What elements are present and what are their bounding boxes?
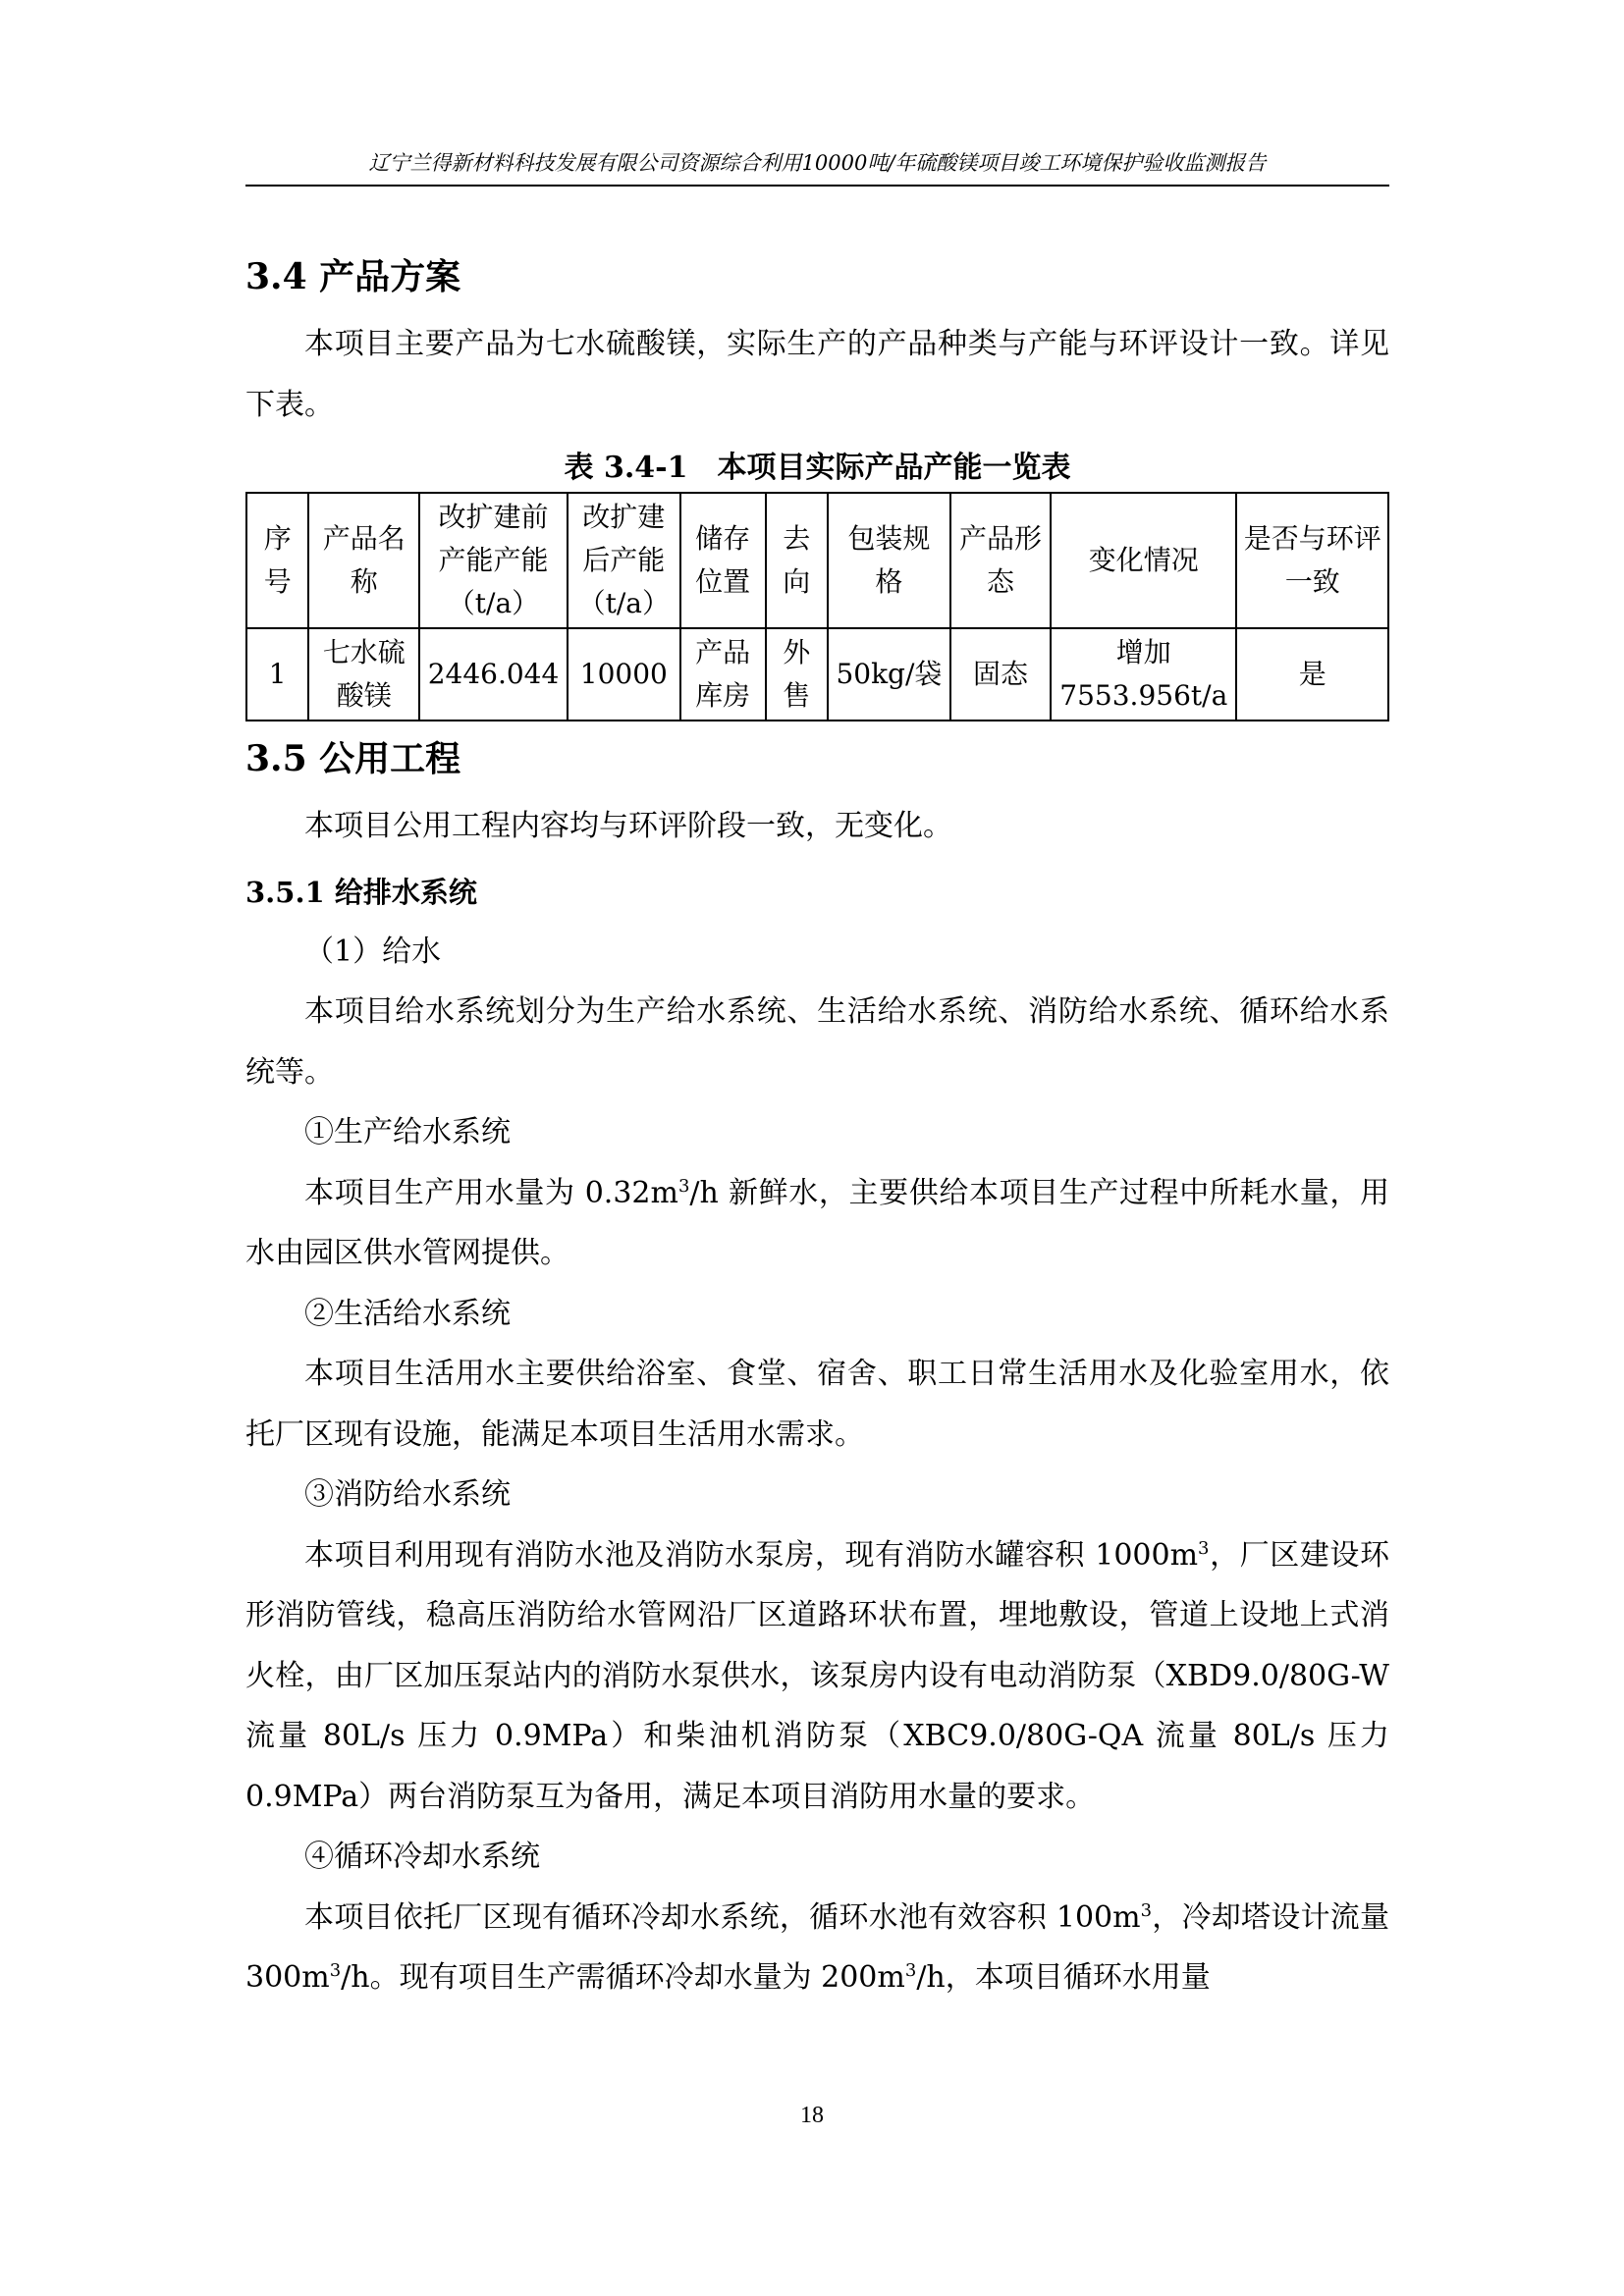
table-header-cell: 储存位置 bbox=[680, 493, 766, 628]
product-capacity-table bbox=[245, 492, 1389, 721]
table-header-cell: 变化情况 bbox=[1051, 493, 1236, 628]
utilities-intro-paragraph: 本项目公用工程内容均与环评阶段一致，无变化。 bbox=[304, 809, 952, 843]
production-water-title: ①生产给水系统 bbox=[304, 1115, 511, 1149]
text-run: /h，本项目循环水用量 bbox=[916, 1960, 1211, 1995]
table-cell: 是 bbox=[1236, 628, 1388, 721]
fire-water-title: ③消防给水系统 bbox=[304, 1477, 511, 1512]
table-header-cell: 产品形态 bbox=[950, 493, 1051, 628]
table-header-cell: 改扩建后产能（t/a） bbox=[568, 493, 680, 628]
table-cell: 产品库房 bbox=[680, 628, 766, 721]
table-cell: 10000 bbox=[568, 628, 680, 721]
production-water-paragraph bbox=[245, 1163, 1389, 1284]
table-header-cell: 产品名称 bbox=[308, 493, 419, 628]
cooling-water-paragraph bbox=[245, 1888, 1389, 2008]
table-cell: 固态 bbox=[950, 628, 1051, 721]
superscript: 3 bbox=[1140, 1899, 1153, 1921]
fire-water-paragraph bbox=[245, 1525, 1389, 1828]
superscript: 3 bbox=[329, 1960, 342, 1981]
header-divider bbox=[245, 185, 1389, 187]
section-heading-3-5: 3.5 公用工程 bbox=[245, 738, 461, 779]
text-run: ，冷却塔设计流量 300m bbox=[245, 1899, 1389, 1995]
text-run: 本项目生产用水量为 0.32m bbox=[304, 1175, 678, 1210]
table-cell: 增加7553.956t/a bbox=[1051, 628, 1236, 721]
page-number: 18 bbox=[800, 2103, 824, 2128]
water-supply-description: 本项目给水系统划分为生产给水系统、生活给水系统、消防给水系统、循环给水系统等。 bbox=[245, 994, 1389, 1090]
table-header-cell: 包装规格 bbox=[828, 493, 950, 628]
table-header-cell: 改扩建前产能产能（t/a） bbox=[419, 493, 568, 628]
subsection-heading-3-5-1: 3.5.1 给排水系统 bbox=[245, 875, 477, 909]
table-row bbox=[246, 628, 1388, 721]
superscript: 3 bbox=[677, 1175, 690, 1197]
table-cell: 2446.044 bbox=[419, 628, 568, 721]
table-header-cell: 序号 bbox=[246, 493, 308, 628]
text-run: ，厂区建设环形消防管线，稳高压消防给水管网沿厂区道路环状布置，埋地敷设，管道上设地上式消火栓，由厂区加压泵站内的消防水泵供水，该泵房内设有电动消防泵（XBD9.0/80G-W 流量 80L/s 压力 0.9MPa）和柴油机消防泵（XBC9.0/80G-QA 流量 80L/s 压力 0.9MPa）两台消防泵互为备用，满足本项目消防用水量的要求。 bbox=[245, 1537, 1389, 1814]
page-body bbox=[245, 245, 1389, 2008]
table-header-cell: 是否与环评一致 bbox=[1236, 493, 1388, 628]
table-cell: 1 bbox=[246, 628, 308, 721]
table-caption: 表 3.4-1 本项目实际产品产能一览表 bbox=[564, 451, 1071, 485]
text-run: 本项目利用现有消防水池及消防水泵房，现有消防水罐容积 1000m bbox=[304, 1537, 1199, 1573]
table-header-cell: 去向 bbox=[766, 493, 828, 628]
text-run: 本项目依托厂区现有循环冷却水系统，循环水池有效容积 100m bbox=[304, 1899, 1141, 1935]
water-supply-item-title: （1）给水 bbox=[304, 934, 442, 969]
table-cell: 外售 bbox=[766, 628, 828, 721]
domestic-water-title: ②生活给水系统 bbox=[304, 1296, 511, 1331]
table-cell: 七水硫酸镁 bbox=[308, 628, 419, 721]
table-header-row bbox=[246, 493, 1388, 628]
table-cell: 50kg/袋 bbox=[828, 628, 950, 721]
cooling-water-title: ④循环冷却水系统 bbox=[304, 1840, 540, 1874]
text-run: /h。现有项目生产需循环冷却水量为 200m bbox=[341, 1960, 905, 1995]
superscript: 3 bbox=[1198, 1537, 1210, 1559]
text-run: /h 新鲜水，主要供给本项目生产过程中所耗水量，用水由园区供水管网提供。 bbox=[245, 1175, 1389, 1270]
superscript: 3 bbox=[904, 1960, 917, 1981]
product-plan-paragraph: 本项目主要产品为七水硫酸镁，实际生产的产品种类与产能与环评设计一致。详见下表。 bbox=[245, 327, 1389, 422]
running-header: 辽宁兰得新材料科技发展有限公司资源综合利用10000吨/年硫酸镁项目竣工环境保护验收监测报告 bbox=[368, 151, 1267, 175]
domestic-water-paragraph: 本项目生活用水主要供给浴室、食堂、宿舍、职工日常生活用水及化验室用水，依托厂区现有设施，能满足本项目生活用水需求。 bbox=[245, 1357, 1389, 1452]
section-heading-3-4: 3.4 产品方案 bbox=[245, 256, 461, 297]
